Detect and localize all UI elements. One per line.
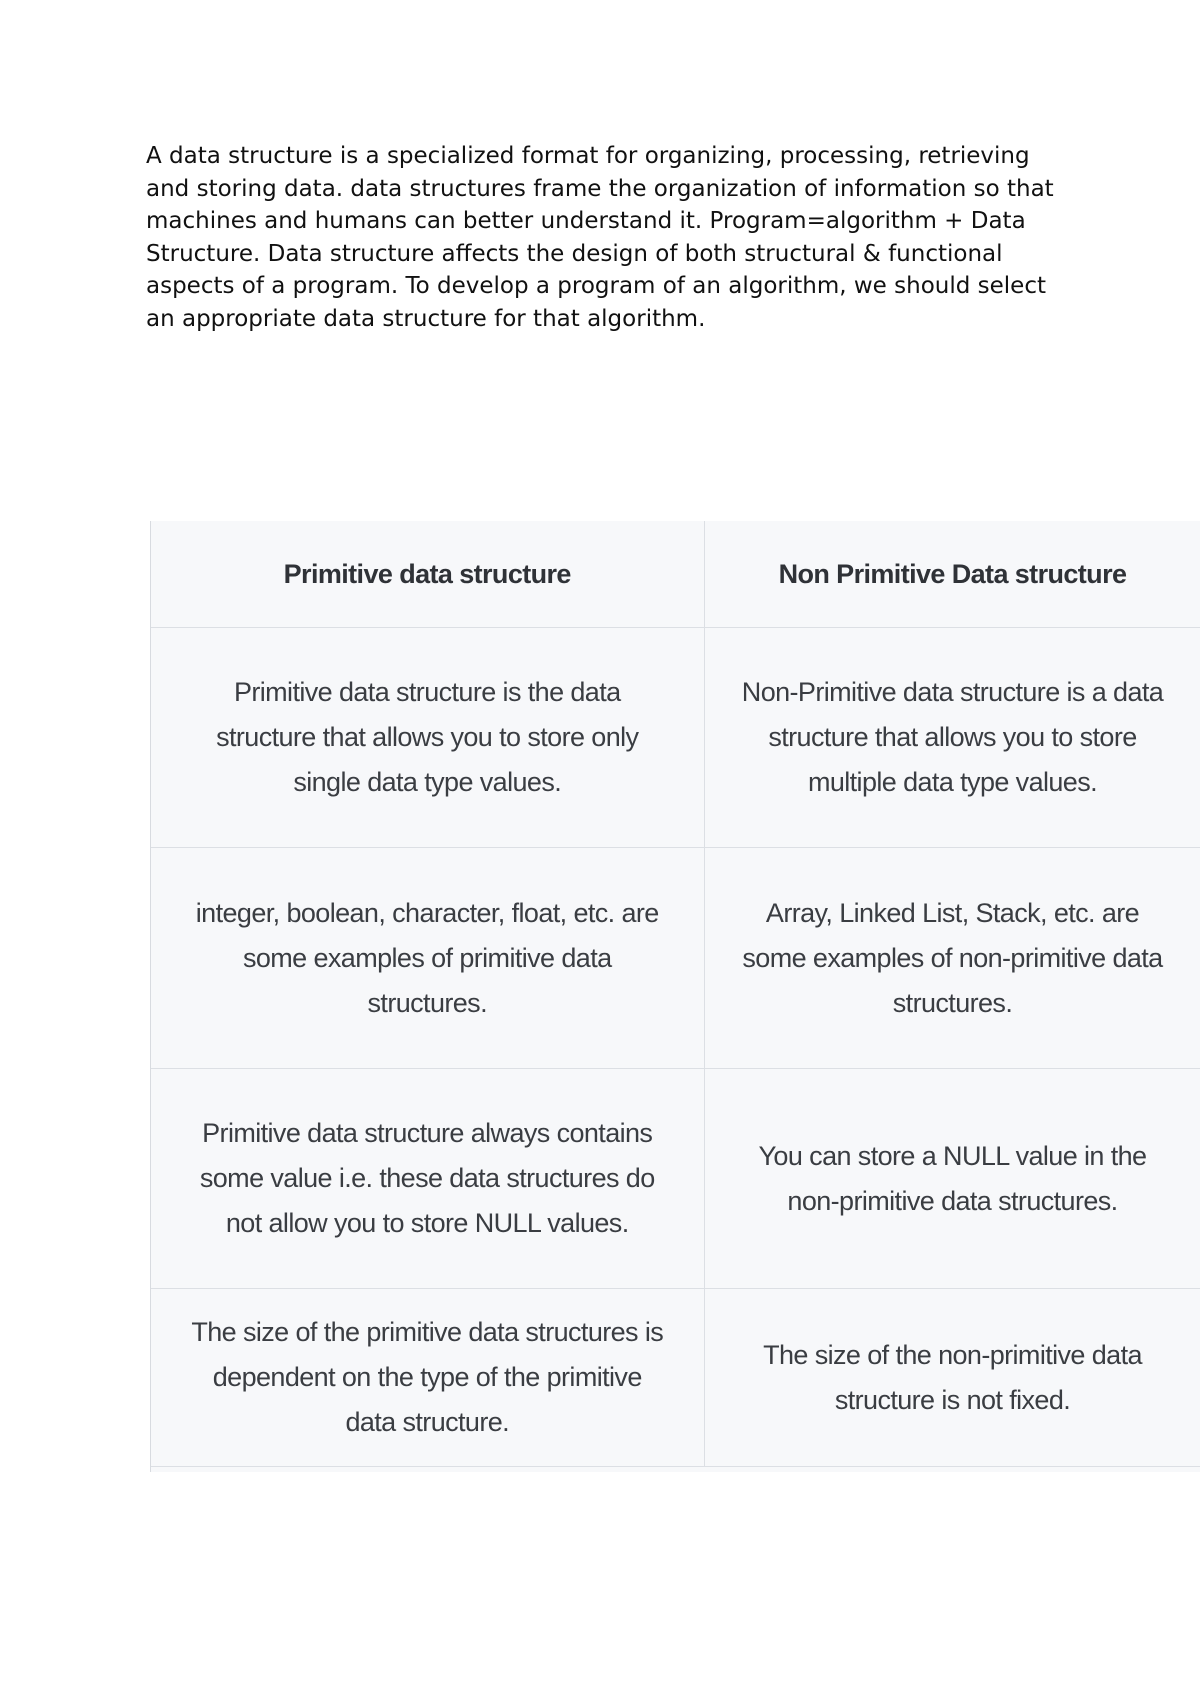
comparison-table bbox=[151, 521, 1200, 1467]
table-cell: Primitive data structure is the data structure that allows you to store only single data type values. bbox=[151, 628, 704, 848]
header-primitive: Primitive data structure bbox=[151, 521, 704, 628]
table-header-row bbox=[151, 521, 1200, 628]
table-cell: Non-Primitive data structure is a data structure that allows you to store multiple data type values. bbox=[704, 628, 1200, 848]
table-cell: Array, Linked List, Stack, etc. are some examples of non-primitive data structures. bbox=[704, 848, 1200, 1069]
table-cell: integer, boolean, character, float, etc. are some examples of primitive data structures. bbox=[151, 848, 704, 1069]
table-cell: You can store a NULL value in the non-primitive data structures. bbox=[704, 1069, 1200, 1289]
table-cell: Primitive data structure always contains some value i.e. these data structures do not allow you to store NULL values. bbox=[151, 1069, 704, 1289]
header-non-primitive: Non Primitive Data structure bbox=[704, 521, 1200, 628]
table-cell: The size of the non-primitive data structure is not fixed. bbox=[704, 1289, 1200, 1467]
table-cell: The size of the primitive data structures is dependent on the type of the primitive data structure. bbox=[151, 1289, 704, 1467]
table-row bbox=[151, 1289, 1200, 1467]
table-row bbox=[151, 628, 1200, 848]
table-row bbox=[151, 1069, 1200, 1289]
intro-paragraph: A data structure is a specialized format for organizing, processing, retrieving and storing data. data structures frame the organization of information so that machines and humans can better understand it. Program=algorithm + Data Structure. Data structure affects the design of both structural & functional aspects of a program. To develop a program of an algorithm, we should select an appropriate data structure for that algorithm. bbox=[146, 143, 1054, 332]
table-row bbox=[151, 848, 1200, 1069]
comparison-table-container bbox=[150, 521, 1200, 1472]
